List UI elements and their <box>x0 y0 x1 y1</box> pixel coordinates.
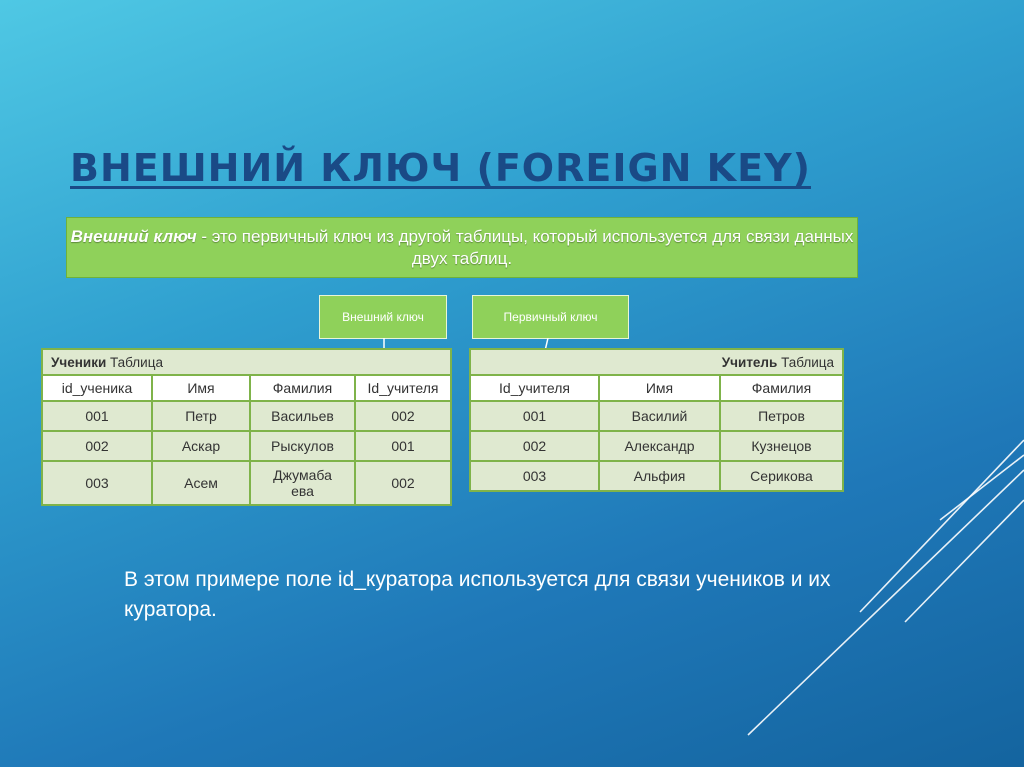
table-cell: Александр <box>599 431 720 461</box>
teachers-table <box>469 348 844 492</box>
table-cell: Петр <box>152 401 250 431</box>
column-header: Id_учителя <box>470 375 599 401</box>
column-header: Id_учителя <box>355 375 451 401</box>
table-cell: Альфия <box>599 461 720 491</box>
table-cell: Василий <box>599 401 720 431</box>
column-header: Фамилия <box>250 375 355 401</box>
table-row <box>470 461 843 491</box>
example-note: В этом примере поле id_куратора используется для связи учеников и их куратора. <box>124 568 831 621</box>
table-cell: Петров <box>720 401 843 431</box>
table-row <box>42 461 451 505</box>
table-cell: 002 <box>42 431 152 461</box>
table-cell: Джумаба ева <box>250 461 355 505</box>
table-caption: Учитель Таблица <box>470 349 843 375</box>
students-table <box>41 348 452 506</box>
primary-key-callout: Первичный ключ <box>472 295 629 339</box>
table-row <box>470 431 843 461</box>
table-cell: Рыскулов <box>250 431 355 461</box>
page-title: ВНЕШНИЙ КЛЮЧ (FOREIGN KEY) <box>70 146 811 190</box>
column-header: id_ученика <box>42 375 152 401</box>
table-cell: 003 <box>470 461 599 491</box>
table-cell: 001 <box>42 401 152 431</box>
definition-term: Внешний ключ <box>70 227 197 246</box>
table-cell: Васильев <box>250 401 355 431</box>
table-row <box>42 401 451 431</box>
column-header: Имя <box>599 375 720 401</box>
table-cell: Аскар <box>152 431 250 461</box>
table-cell: 002 <box>355 401 451 431</box>
definition-box <box>66 217 858 278</box>
table-cell: 001 <box>470 401 599 431</box>
column-header: Фамилия <box>720 375 843 401</box>
foreign-key-callout: Внешний ключ <box>319 295 447 339</box>
table-header-row <box>42 375 451 401</box>
table-caption: Ученики Таблица <box>42 349 451 375</box>
table-cell: Асем <box>152 461 250 505</box>
table-cell: 002 <box>470 431 599 461</box>
table-row <box>470 401 843 431</box>
table-cell: Серикова <box>720 461 843 491</box>
column-header: Имя <box>152 375 250 401</box>
table-header-row <box>470 375 843 401</box>
table-cell: 002 <box>355 461 451 505</box>
table-row <box>42 431 451 461</box>
table-cell: 001 <box>355 431 451 461</box>
table-cell: Кузнецов <box>720 431 843 461</box>
definition-text: - это первичный ключ из другой таблицы, который используется для связи данных двух таблиц. <box>196 227 854 268</box>
table-cell: 003 <box>42 461 152 505</box>
